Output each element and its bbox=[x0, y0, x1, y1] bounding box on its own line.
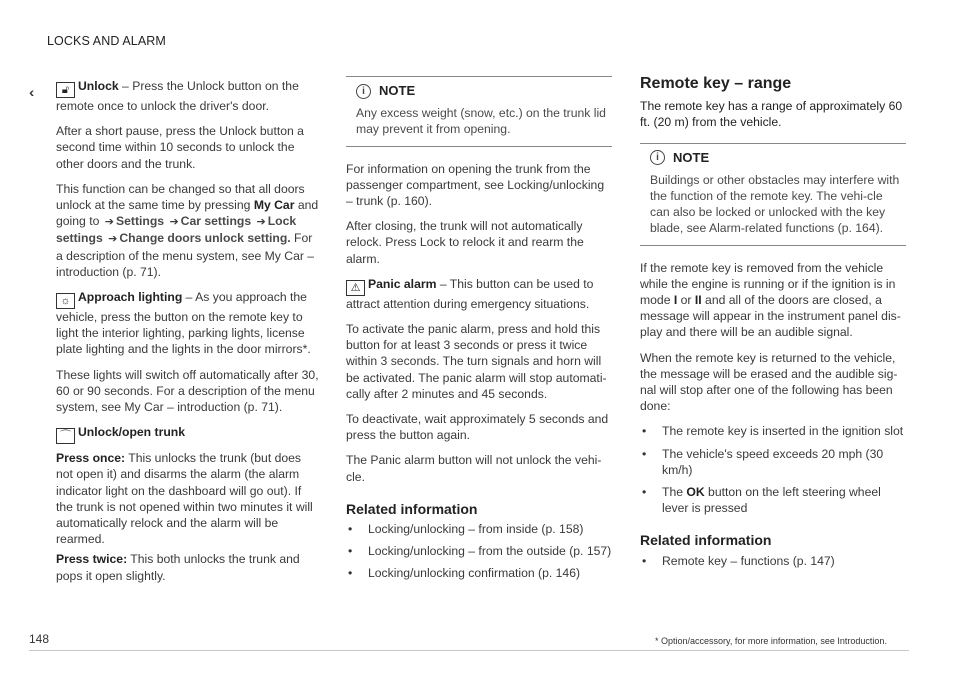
column-middle bbox=[346, 76, 612, 588]
note-text: Any excess weight (snow, etc.) on the trunk lid may prevent it from opening. bbox=[356, 106, 606, 137]
trunk-heading: ⌒ Unlock/open trunk bbox=[56, 424, 320, 444]
panic-deactivate-paragraph: To deactivate, wait approximately 5 seconds and press the button again. bbox=[346, 412, 609, 443]
arrow-right-icon: ➔ bbox=[108, 233, 118, 246]
removed-key-paragraph: If the remote key is removed from the vehicle while the engine is running or if the ignition is in mode I or II and all of the doors are closed, a message will appear in the instrument panel dis-play and there will be an audible signal. bbox=[640, 260, 901, 340]
condition-list bbox=[640, 423, 906, 516]
list-item[interactable]: • Locking/unlocking confirmation (p. 146) bbox=[346, 565, 612, 581]
range-lead: The remote key has a range of approximately 60 ft. (20 m) from the vehicle. bbox=[640, 99, 903, 130]
list-item[interactable]: • Locking/unlocking – from the outside (p. 157) bbox=[346, 543, 612, 559]
panic-alarm-icon: ⚠︎ bbox=[346, 280, 365, 296]
arrow-right-icon: ➔ bbox=[256, 216, 266, 229]
note-title: NOTE bbox=[379, 83, 416, 98]
unlock-second-press-paragraph: After a short pause, press the Unlock button a second time within 10 seconds to unlock the other doors and the trunk. bbox=[56, 124, 304, 171]
unlock-title: Unlock bbox=[78, 79, 119, 93]
returned-key-paragraph: When the remote key is returned to the vehicle, the message will be erased and the audible sig-nal will stop after one of the following has been done: bbox=[640, 350, 898, 414]
press-once-paragraph: Press once: This unlocks the trunk (but does not open it) and disarms the alarm (the alarm indicator light on the dashboard will go out). If the trunk is not opened within two minutes it will automatically relock and the alarm will be rearmed. bbox=[56, 451, 313, 547]
note-title: NOTE bbox=[673, 149, 710, 165]
unlock-paragraph: 🔓︎ Unlock – Press the Unlock button on the remote once to unlock the driver's door. bbox=[56, 79, 299, 113]
list-item[interactable]: • Remote key – functions (p. 147) bbox=[640, 553, 906, 569]
note-box bbox=[346, 76, 612, 147]
approach-timeout-paragraph: These lights will switch off automatically after 30, 60 or 90 seconds. For a description of the menu system, see My Car – introduction (p. 71). bbox=[56, 367, 319, 415]
arrow-right-icon: ➔ bbox=[169, 216, 179, 229]
related-list bbox=[640, 553, 906, 569]
section-title: Remote key – range bbox=[640, 75, 792, 92]
arrow-right-icon: ➔ bbox=[104, 216, 114, 229]
running-header: LOCKS AND ALARM bbox=[47, 34, 166, 48]
double-chevron-left-icon: ‹‹ bbox=[29, 84, 31, 100]
related-info-heading: Related information bbox=[640, 532, 772, 549]
approach-light-icon: ☼ bbox=[56, 293, 75, 309]
press-twice-paragraph: Press twice: This both unlocks the trunk and pops it open slightly. bbox=[56, 552, 300, 583]
related-list bbox=[346, 521, 612, 582]
trunk-icon: ⌒ bbox=[56, 428, 75, 444]
page-number: 148 bbox=[29, 632, 50, 646]
info-icon: i bbox=[356, 84, 371, 99]
panic-note-paragraph: The Panic alarm button will not unlock the vehi-cle. bbox=[346, 453, 602, 484]
footer-divider bbox=[29, 650, 909, 651]
column-right bbox=[640, 76, 906, 575]
list-item: • The OK button on the left steering wheel lever is pressed bbox=[640, 484, 906, 516]
note-text: Buildings or other obstacles may interfere with the function of the remote key. The vehi-cle can also be locked or unlocked with the key blade, see Alarm-related functions (p. 164). bbox=[650, 172, 900, 236]
list-item[interactable]: • Locking/unlocking – from inside (p. 158) bbox=[346, 521, 612, 537]
unlock-padlock-icon: 🔓︎ bbox=[56, 82, 75, 98]
panic-activate-paragraph: To activate the panic alarm, press and hold this button for at least 3 seconds or press it twice within 3 seconds. The turn signals and horn will be activated. The panic alarm will stop automati-cally after 2 minutes and 45 seconds. bbox=[346, 322, 607, 401]
trunk-info-paragraph: For information on opening the trunk from the passenger compartment, see Locking/unlocking – trunk (p. 160). bbox=[346, 161, 605, 209]
list-item: • The vehicle's speed exceeds 20 mph (30 km/h) bbox=[640, 446, 906, 478]
column-left bbox=[56, 78, 320, 593]
approach-paragraph: ☼ Approach lighting – As you approach the vehicle, press the button on the remote key to light the interior lighting, parking lights, license plate lighting and the lights in the door mirrors*. bbox=[56, 290, 311, 357]
unlock-setting-paragraph: This function can be changed so that all doors unlock at the same time by pressing My Car and going to ➔ Settings ➔ Car settings ➔ Lock settings ➔ Change doors unlock setting. For a description of the menu system, see My Car – introduction (p. 71). bbox=[56, 181, 319, 279]
note-box bbox=[640, 143, 906, 246]
related-info-heading: Related information bbox=[346, 500, 478, 517]
panic-paragraph: ⚠︎ Panic alarm – This button can be used to attract attention during emergency situations. bbox=[346, 276, 594, 311]
list-item: • The remote key is inserted in the ignition slot bbox=[640, 423, 906, 439]
info-icon: i bbox=[650, 150, 665, 165]
footnote: * Option/accessory, for more information, see Introduction. bbox=[655, 636, 887, 646]
relock-paragraph: After closing, the trunk will not automatically relock. Press Lock to relock it and rearm the alarm. bbox=[346, 219, 584, 266]
